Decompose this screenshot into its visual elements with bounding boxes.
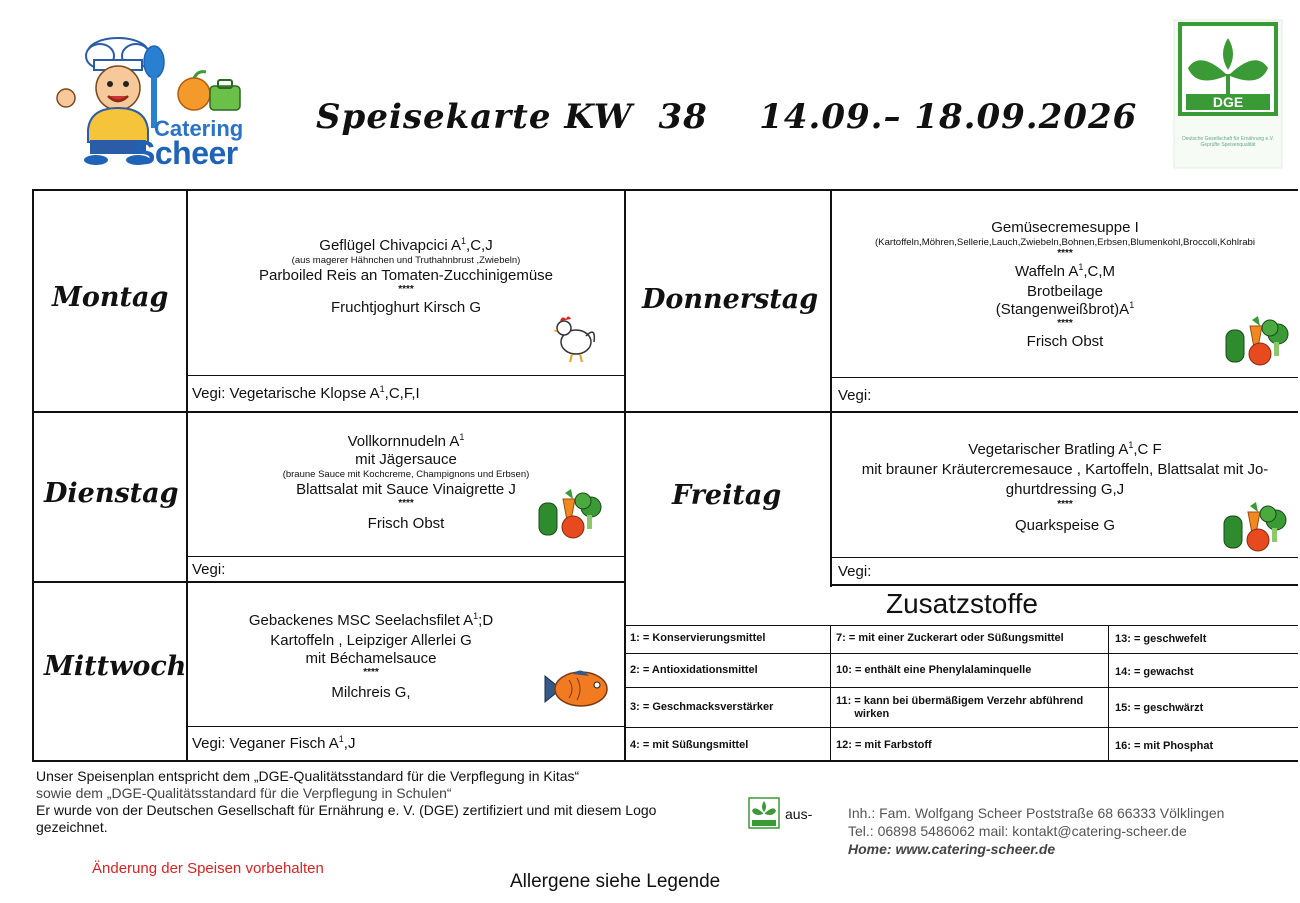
- zusatz-item: 11: = kann bei übermäßigem Verzehr abführend wirken: [836, 695, 1084, 720]
- menu-freitag: Vegetarischer Bratling $A^1,C$ F mit brauner Kräutercremesauce , Kartoffeln, Blattsalat mit Jo- ghurtdressing G,J **** Quarkspeise G: [861, 440, 1269, 534]
- day-label-donnerstag: Donnerstag: [642, 284, 819, 315]
- menu-dienstag: Vollkornnudeln $A^1$ mit Jägersauce (braune Sauce mit Kochcreme, Champignons und Erbsen) Blattsalat mit Sauce Vinaigrette J **** Frisch Obst: [282, 432, 530, 532]
- zusatz-item: 13: = geschwefelt: [1115, 633, 1207, 645]
- menu-donnerstag: Gemüsecremesuppe I (Kartoffeln,Möhren,Sellerie,Lauch,Zwiebeln,Bohnen,Erbsen,Blumenkohl,Broccoli,Kohlrabi **** Waffeln $A^1,C,M$ Brotbeilage $(Stangenweißbrot)A^1$ **** Frisch Obst: [874, 219, 1256, 350]
- dge-small-logo: [748, 797, 780, 829]
- vegetables-icon: [1222, 314, 1292, 366]
- logo-text-catering: Catering: [154, 116, 244, 141]
- vegetables-icon: [535, 487, 605, 539]
- zusatz-item: 1: = Konservierungsmittel: [630, 632, 766, 644]
- vegi-freitag: Vegi:: [838, 563, 872, 580]
- zusatz-item: 2: = Antioxidationsmittel: [630, 664, 758, 676]
- zusatz-item: 4: = mit Süßungsmittel: [630, 739, 749, 751]
- homepage-link[interactable]: Home: www.catering-scheer.de: [848, 841, 1056, 857]
- svg-text:DGE: DGE: [1212, 94, 1244, 110]
- menu-mittwoch: Gebackenes MSC Seelachsfilet $A^1;D$ Kartoffeln , Leipziger Allerlei G mit Béchamelsauce **** Milchreis G,: [248, 611, 494, 701]
- zusatz-item: 15: = geschwärzt: [1115, 702, 1204, 714]
- logo-text-scheer: Scheer: [134, 135, 238, 171]
- zusatz-item: 10: = enthält eine Phenylalaminquelle: [836, 664, 1032, 676]
- change-notice: Änderung der Speisen vorbehalten: [92, 860, 324, 877]
- page-title: Speisekarte KW 38 14.09.– 18.09.2026: [316, 97, 1138, 137]
- day-label-montag: Montag: [52, 282, 169, 313]
- vegi-dienstag: Vegi:: [192, 561, 226, 578]
- allergen-notice: Allergene siehe Legende: [510, 871, 721, 892]
- zusatz-item: 7: = mit einer Zuckerart oder Süßungsmittel: [836, 632, 1064, 644]
- vegetables-icon: [1220, 500, 1290, 552]
- chicken-icon: [552, 312, 598, 364]
- fish-icon: [543, 666, 611, 712]
- zusatz-item: 12: = mit Farbstoff: [836, 739, 932, 751]
- zusatzstoffe-title: Zusatzstoffe: [885, 588, 1038, 619]
- day-label-dienstag: Dienstag: [44, 478, 179, 509]
- zusatz-item: 3: = Geschmacksverstärker: [630, 701, 774, 713]
- day-label-freitag: Freitag: [672, 480, 782, 511]
- dge-caption: Deutsche Gesellschaft für Ernährung e.V. Geprüfte Speisenqualität: [1182, 136, 1274, 148]
- day-label-mittwoch: Mittwoch: [44, 651, 187, 682]
- contact-info: Inh.: Fam. Wolfgang Scheer Poststraße 68 66333 Völklingen Tel.: 06898 5486062 mail: kontakt@catering-scheer.de Home: www.catering-scheer.de: [848, 805, 1225, 857]
- footer-aus: aus-: [785, 806, 813, 822]
- vegi-donnerstag: Vegi:: [838, 387, 872, 404]
- vegi-mittwoch: Vegi: Veganer Fisch $A^1,J$: [192, 734, 356, 752]
- zusatz-item: 16: = mit Phosphat: [1115, 740, 1214, 752]
- menu-montag: Geflügel Chivapcici $A^1,C,J$ (aus magerer Hähnchen und Truthahnbrust ,Zwiebeln) Parboiled Reis an Tomaten-Zucchinigemüse **** Fruchtjoghurt Kirsch G: [258, 236, 554, 316]
- dge-statement: Unser Speisenplan entspricht dem „DGE-Qualitätsstandard für die Verpflegung in Kitas“ sowie dem „DGE-Qualitätsstandard für die Verpflegung in Schulen“ Er wurde von der Deutschen Gesellschaft für Ernährung e. V. (DGE) zertifiziert und mit diesem Logo gezeichnet.: [36, 768, 657, 835]
- vegi-montag: Vegi: Vegetarische Klopse $A^1,C,F,I$: [192, 384, 420, 402]
- zusatz-item: 14: = gewachst: [1115, 666, 1194, 678]
